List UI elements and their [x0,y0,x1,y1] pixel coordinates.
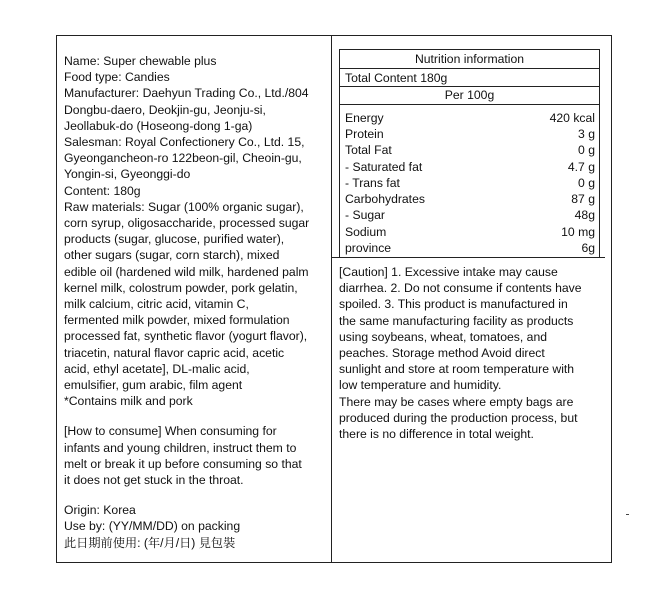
info-line: Salesman: Royal Confectionery Co., Ltd. 15, [64,135,305,150]
info-line: kernel milk, colostrum powder, pork gelatin, [64,280,298,295]
info-line: acid, ethyl acetate], DL-malic acid, [64,361,250,376]
caution-line: [Caution] 1. Excessive intake may cause [339,265,558,279]
info-line: *Contains milk and pork [64,394,193,409]
nutrient-value: 10 mg [561,224,595,239]
origin-and-expiry [64,502,330,551]
nutrient-name: Total Fat [345,143,392,158]
info-line: Raw materials: Sugar (100% organic sugar), [64,199,304,214]
instruction-line: infants and young children, instruct them to [64,440,297,455]
nutrient-name: Protein [345,126,384,141]
info-line: Dongbu-daero, Deokjin-gu, Jeonju-si, [64,102,266,117]
nutrient-rows [340,105,599,258]
instruction-line: [How to consume] When consuming for [64,424,277,439]
info-line: triacetin, natural flavor capric acid, acetic [64,345,285,360]
origin-line: Use by: (YY/MM/DD) on packing [64,519,241,534]
nutrient-name: - Saturated fat [345,159,423,174]
caution-line: using soybeans, wheat, tomatoes, and [339,329,547,344]
nutrient-name: - Trans fat [345,175,400,190]
nutrient-name: Carbohydrates [345,192,425,207]
consumption-instructions [64,423,330,488]
nutrient-name: Sodium [345,224,387,239]
nutrition-title: Nutrition information [340,50,599,69]
caution-line: sunlight and store at room temperature with [339,362,575,377]
product-details [64,53,330,409]
nutrient-row [345,159,595,175]
nutrient-value: 87 g [571,192,595,207]
nutrient-row [345,142,595,158]
nutrition-column [339,49,602,258]
nutrient-row [345,224,595,240]
instruction-line: it does not get stuck in the throat. [64,473,244,488]
info-line: Manufacturer: Daehyun Trading Co., Ltd./804 [64,86,309,101]
info-line: products (sugar, glucose, purified water), [64,232,285,247]
caution-line: there is no difference in total weight. [339,427,534,442]
caution-line: peaches. Storage method Avoid direct [339,346,545,361]
nutrient-name: - Sugar [345,208,385,223]
instruction-line: melt or break it up before consuming so that [64,456,302,471]
nutrient-row [345,175,595,191]
product-label [56,35,612,563]
nutrient-row [345,110,595,126]
nutrient-value: 6g [581,240,595,255]
nutrient-row [345,240,595,256]
nutrition-table [339,49,600,258]
info-line: milk calcium, citric acid, vitamin C, [64,297,249,312]
nutrient-row [345,207,595,223]
info-line: corn syrup, oligosaccharide, processed sugar [64,216,310,231]
info-line: Gyeongancheon-ro 122beon-gil, Cheoin-gu, [64,151,302,166]
nutrient-value: 48g [574,208,595,223]
info-line: Food type: Candies [64,70,170,85]
info-line: other sugars (sugar, corn starch), mixed [64,248,280,263]
info-line: Yongin-si, Gyeonggi-do [64,167,191,182]
caution-section [331,257,605,442]
caution-text [331,258,605,442]
info-line: Name: Super chewable plus [64,54,217,68]
nutrient-value: 420 kcal [549,110,595,125]
per-serving: Per 100g [340,87,599,104]
nutrient-value: 3 g [578,126,595,141]
nutrient-row [345,191,595,207]
nutrient-value: 0 g [578,175,595,190]
info-line: edible oil (hardened wild milk, hardened palm [64,264,309,279]
nutrient-value: 4.7 g [567,159,595,174]
info-line: Content: 180g [64,183,141,198]
total-content: Total Content 180g [340,69,599,87]
product-info-column [64,53,330,551]
caution-line: produced during the production process, but [339,410,578,425]
info-line: fermented milk powder, mixed formulation [64,313,290,328]
caution-line: spoiled. 3. This product is manufactured in [339,297,568,312]
caution-line: There may be cases where empty bags are [339,394,574,409]
caution-line: the same manufacturing facility as products [339,313,574,328]
caution-line: diarrhea. 2. Do not consume if contents have [339,281,582,296]
info-line: emulsifier, gum arabic, film agent [64,378,243,393]
nutrient-name: province [345,240,392,255]
caution-line: low temperature and humidity. [339,378,502,393]
info-line: Jeollabuk-do (Hoseong-dong 1-ga) [64,118,253,133]
nutrient-value: 0 g [578,143,595,158]
info-line: processed fat, synthetic flavor (yogurt flavor), [64,329,308,344]
nutrient-name: Energy [345,110,384,125]
origin-line: 此日期前使用: (年/月/日) 見包裝 [64,535,236,550]
nutrient-row [345,126,595,142]
origin-line: Origin: Korea [64,503,136,518]
stray-mark [626,514,629,515]
